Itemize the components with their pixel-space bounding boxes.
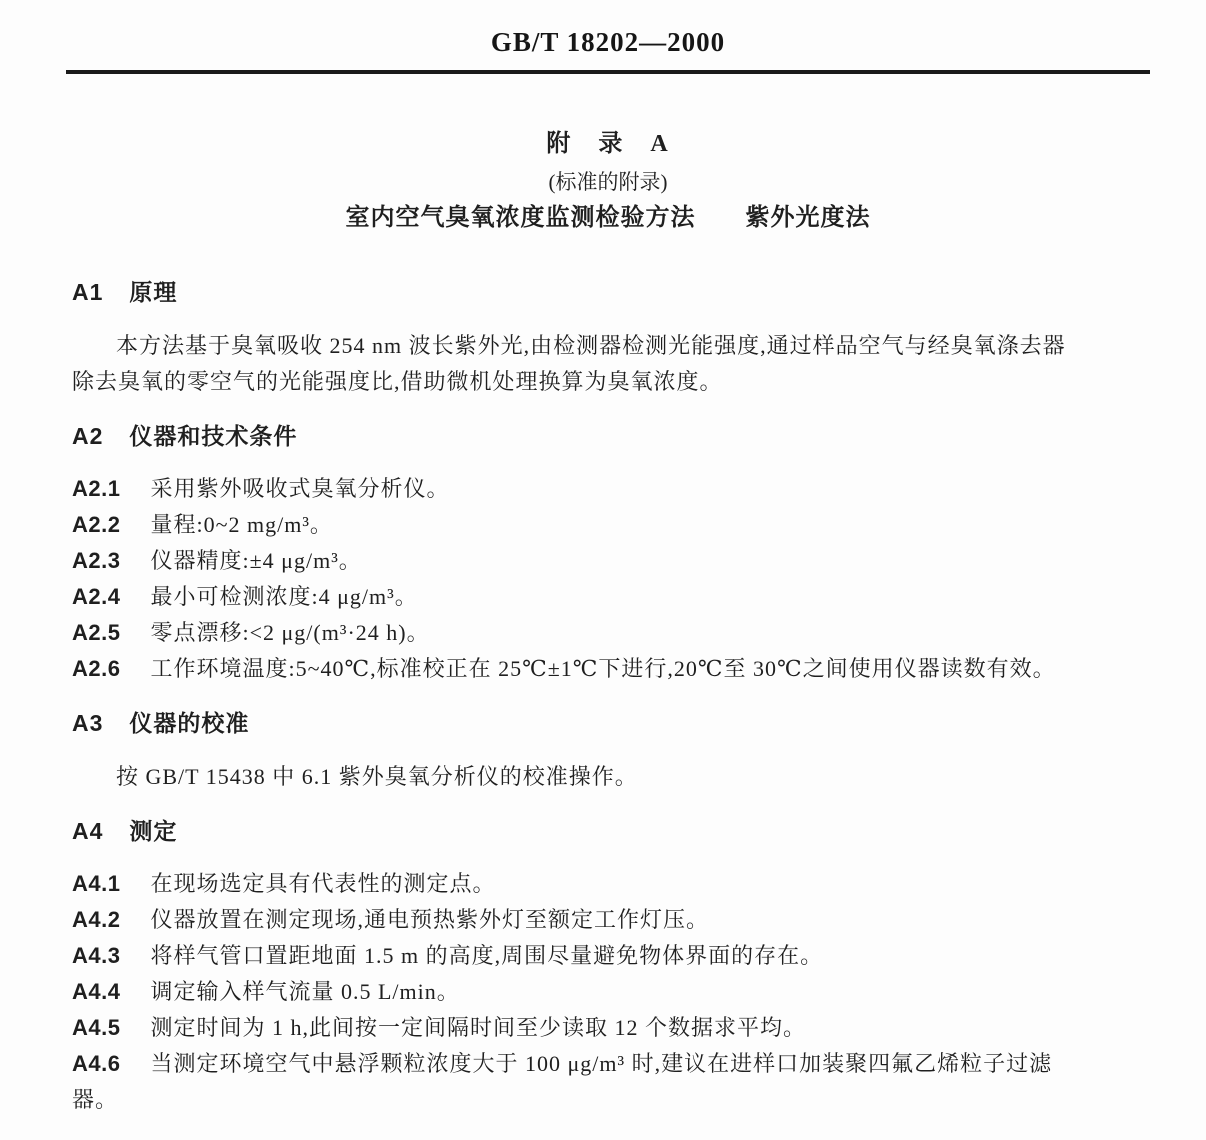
section-a1-title: 原理 <box>129 279 178 305</box>
section-a1-heading <box>72 274 1076 310</box>
clause-a4-1-number: A4.1 <box>72 871 121 896</box>
appendix-title-block <box>66 126 1150 236</box>
standard-number: GB/T 18202—2000 <box>490 27 726 57</box>
document-header <box>66 26 1150 74</box>
clause-a4-2-text: 仪器放置在测定现场,通电预热紫外灯至额定工作灯压。 <box>150 907 709 932</box>
clause-a4-4-number: A4.4 <box>72 979 121 1004</box>
clause-a4-6-text: 当测定环境空气中悬浮颗粒浓度大于 100 μg/m³ 时,建议在进样口加装聚四氟乙烯粒子过滤器。 <box>72 1051 1053 1112</box>
section-a4-number: A4 <box>72 818 104 844</box>
appendix-label: 附 录 A <box>546 131 670 157</box>
section-a1-number: A1 <box>72 279 104 305</box>
clause-a2-6 <box>72 651 1076 687</box>
section-a4-title: 测定 <box>129 818 178 844</box>
clause-a4-3-number: A4.3 <box>72 943 121 968</box>
clause-a2-2-text: 量程:0~2 mg/m³。 <box>150 512 333 537</box>
clause-a2-6-number: A2.6 <box>72 656 121 681</box>
clause-a2-6-text: 工作环境温度:5~40℃,标准校正在 25℃±1℃下进行,20℃至 30℃之间使用仪器读数有效。 <box>150 656 1056 681</box>
clause-a4-3 <box>72 938 1076 974</box>
clause-a4-5-text: 测定时间为 1 h,此间按一定间隔时间至少读取 12 个数据求平均。 <box>150 1015 806 1040</box>
clause-a2-4-number: A2.4 <box>72 584 121 609</box>
document-body <box>66 274 1150 1118</box>
section-a2 <box>72 418 1076 687</box>
clause-a2-4-text: 最小可检测浓度:4 μg/m³。 <box>150 584 418 609</box>
clause-a2-3 <box>72 543 1076 579</box>
clause-a4-5 <box>72 1010 1076 1046</box>
section-a3-number: A3 <box>72 710 104 736</box>
clause-a4-2-number: A4.2 <box>72 907 121 932</box>
section-a2-title: 仪器和技术条件 <box>129 423 298 449</box>
clause-a4-1 <box>72 866 1076 902</box>
clause-a2-5-number: A2.5 <box>72 620 121 645</box>
clause-a4-1-text: 在现场选定具有代表性的测定点。 <box>150 871 496 896</box>
section-a1-paragraph: 本方法基于臭氧吸收 254 nm 波长紫外光,由检测器检测光能强度,通过样品空气与经臭氧涤去器除去臭氧的零空气的光能强度比,借助微机处理换算为臭氧浓度。 <box>72 333 1066 394</box>
clause-a2-4 <box>72 579 1076 615</box>
section-a2-heading <box>72 418 1076 454</box>
section-a3 <box>72 705 1076 795</box>
clause-a2-1 <box>72 471 1076 507</box>
clause-a4-4 <box>72 974 1076 1010</box>
clause-a2-5-text: 零点漂移:<2 μg/(m³·24 h)。 <box>150 620 430 645</box>
clause-a4-4-text: 调定输入样气流量 0.5 L/min。 <box>150 979 460 1004</box>
clause-a4-3-text: 将样气管口置距地面 1.5 m 的高度,周围尽量避免物体界面的存在。 <box>150 943 824 968</box>
section-a3-title: 仪器的校准 <box>129 710 250 736</box>
clause-a2-1-text: 采用紫外吸收式臭氧分析仪。 <box>150 476 450 501</box>
clause-a4-6 <box>72 1046 1076 1118</box>
appendix-note: (标准的附录) <box>548 170 668 194</box>
clause-a2-2-number: A2.2 <box>72 512 121 537</box>
clause-a2-1-number: A2.1 <box>72 476 121 501</box>
section-a4 <box>72 813 1076 1118</box>
header-rule <box>66 70 1150 74</box>
clause-a2-3-number: A2.3 <box>72 548 121 573</box>
clause-a2-5 <box>72 615 1076 651</box>
clause-a4-5-number: A4.5 <box>72 1015 121 1040</box>
clause-a4-6-number: A4.6 <box>72 1051 121 1076</box>
section-a3-paragraph: 按 GB/T 15438 中 6.1 紫外臭氧分析仪的校准操作。 <box>116 764 638 789</box>
clause-a2-3-text: 仪器精度:±4 μg/m³。 <box>150 548 362 573</box>
appendix-subject: 室内空气臭氧浓度监测检验方法 紫外光度法 <box>345 205 871 231</box>
clause-a4-2 <box>72 902 1076 938</box>
section-a4-heading <box>72 813 1076 849</box>
clause-a2-2 <box>72 507 1076 543</box>
section-a3-heading <box>72 705 1076 741</box>
section-a2-number: A2 <box>72 423 104 449</box>
section-a1 <box>72 274 1076 400</box>
